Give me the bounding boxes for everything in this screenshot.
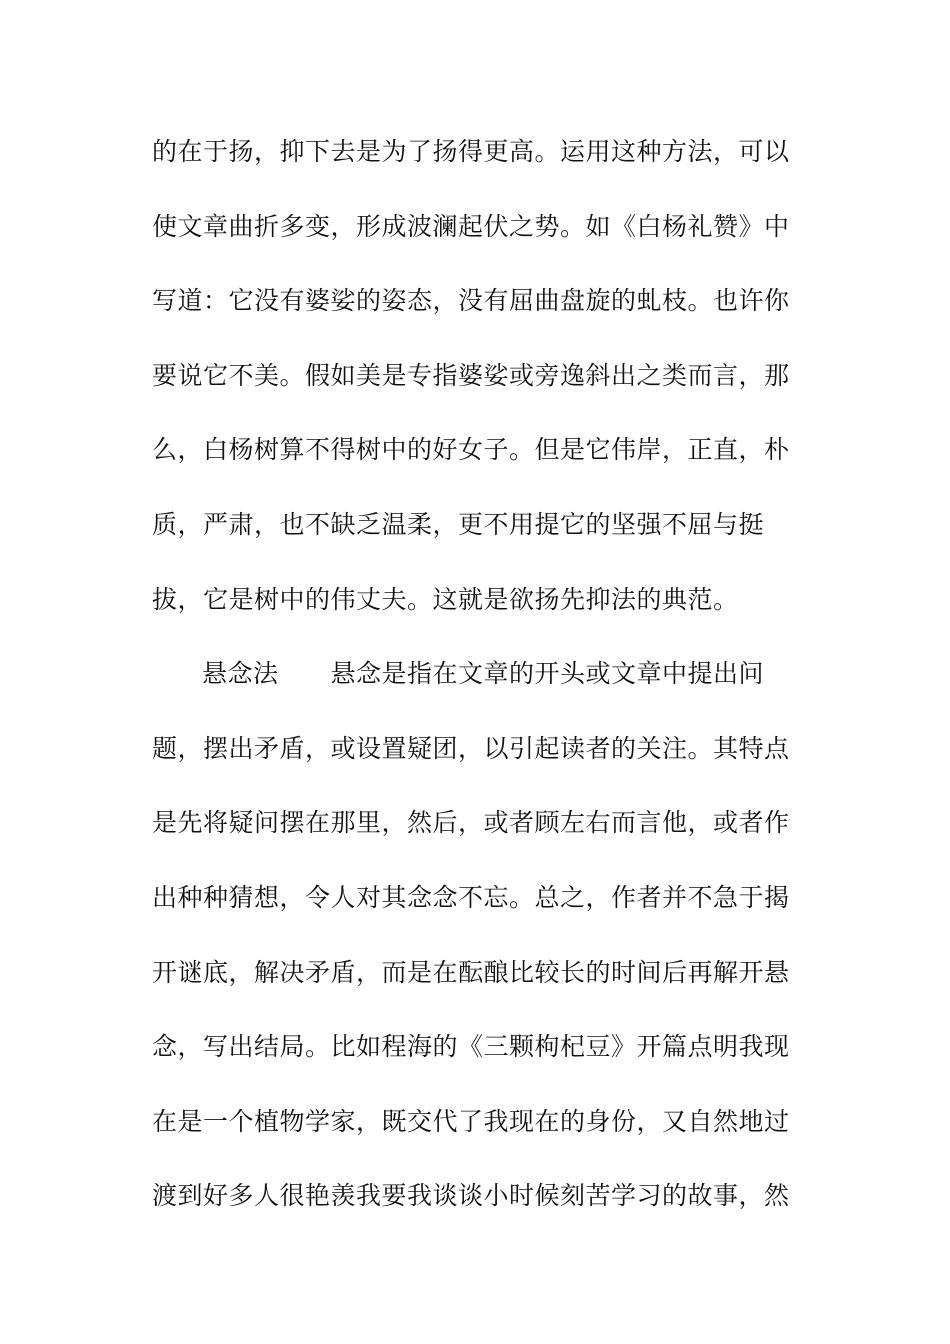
body-text bbox=[152, 126, 792, 1245]
text-line: 写道：它没有婆娑的姿态，没有屈曲盘旋的虬枝。也许你 bbox=[152, 286, 790, 316]
text-line: 题，摆出矛盾，或设置疑团，以引起读者的关注。其特点 bbox=[152, 733, 790, 763]
text-line: 在是一个植物学家，既交代了我现在的身份，又自然地过 bbox=[152, 1106, 790, 1136]
text-line: 拔，它是树中的伟丈夫。这就是欲扬先抑法的典范。 bbox=[152, 584, 739, 614]
section-heading: 悬念法 bbox=[202, 659, 279, 689]
text-line: 是先将疑问摆在那里，然后，或者顾左右而言他，或者作 bbox=[152, 808, 790, 838]
paragraph-start-line bbox=[152, 648, 792, 723]
text-line: 么，白杨树算不得树中的好女子。但是它伟岸，正直，朴 bbox=[152, 435, 790, 465]
text-line: 的在于扬，抑下去是为了扬得更高。运用这种方法，可以 bbox=[152, 137, 790, 166]
text-line-start: 悬念是指在文章的开头或文章中提出问 bbox=[330, 659, 765, 689]
text-line: 开谜底，解决矛盾，而是在酝酿比较长的时间后再解开悬 bbox=[152, 957, 790, 987]
text-line: 出种种猜想，令人对其念念不忘。总之，作者并不急于揭 bbox=[152, 882, 790, 912]
text-line: 念，写出结局。比如程海的《三颗枸杞豆》开篇点明我现 bbox=[152, 1032, 790, 1062]
text-line: 要说它不美。假如美是专指婆娑或旁逸斜出之类而言，那 bbox=[152, 360, 790, 390]
text-line: 质，严肃，也不缺乏温柔，更不用提它的坚强不屈与挺 bbox=[152, 509, 765, 539]
text-line: 使文章曲折多变，形成波澜起伏之势。如《白杨礼赞》中 bbox=[152, 211, 790, 241]
text-line: 渡到好多人很艳羡我要我谈谈小时候刻苦学习的故事，然 bbox=[152, 1181, 790, 1211]
